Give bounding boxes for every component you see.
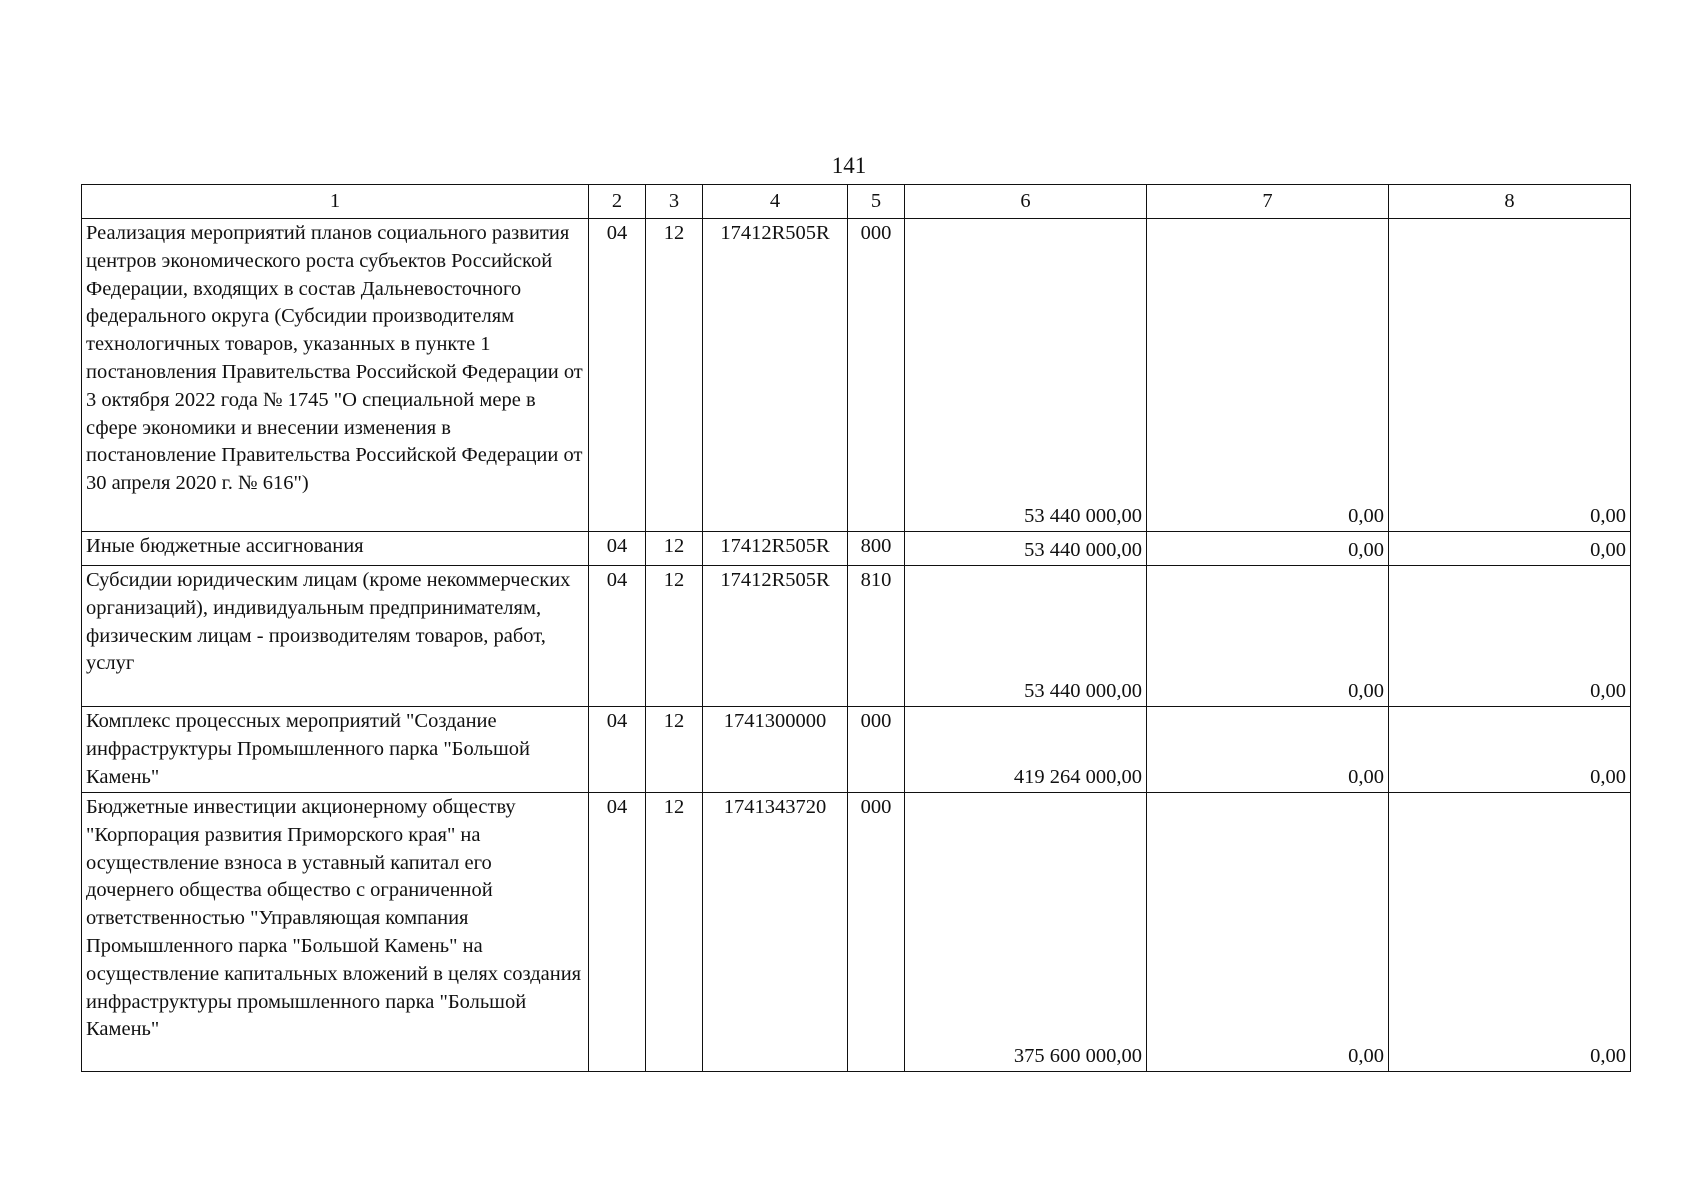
row-name-cell: Субсидии юридическим лицам (кроме некоммерческих организаций), индивидуальным предпринимателям, физическим лицам - производителям товаров, работ, услуг xyxy=(82,566,589,707)
subsection-code-cell: 12 xyxy=(646,532,703,566)
expense-type-cell: 800 xyxy=(848,532,905,566)
row-name-cell: Иные бюджетные ассигнования xyxy=(82,532,589,566)
expense-type-cell: 000 xyxy=(848,219,905,532)
row-name-cell: Бюджетные инвестиции акционерному обществу "Корпорация развития Приморского края" на осуществление взноса в уставный капитал его дочернего общества общество с ограниченной ответственностью "Управляющая компания Промышленного парка "Большой Камень" на осуществление капитальных вложений в целях создания инфраструктуры промышленного парка "Большой Камень" xyxy=(82,793,589,1072)
subsection-code-cell: 12 xyxy=(646,566,703,707)
subsection-code-cell: 12 xyxy=(646,707,703,793)
section-code-cell: 04 xyxy=(589,793,646,1072)
amount-col7-cell: 0,00 xyxy=(1147,532,1389,566)
section-code-cell: 04 xyxy=(589,707,646,793)
amount-col6-cell: 53 440 000,00 xyxy=(905,566,1147,707)
target-code-cell: 17412R505R xyxy=(703,532,848,566)
section-code-cell: 04 xyxy=(589,566,646,707)
section-code-cell: 04 xyxy=(589,219,646,532)
target-code-cell: 1741343720 xyxy=(703,793,848,1072)
amount-col8-cell: 0,00 xyxy=(1389,707,1631,793)
table-row xyxy=(82,793,1631,1072)
table-header-row xyxy=(82,185,1631,219)
column-header: 2 xyxy=(589,185,646,219)
table-row xyxy=(82,707,1631,793)
table-row xyxy=(82,219,1631,532)
amount-col6-cell: 375 600 000,00 xyxy=(905,793,1147,1072)
section-code-cell: 04 xyxy=(589,532,646,566)
budget-table xyxy=(81,184,1631,1072)
subsection-code-cell: 12 xyxy=(646,219,703,532)
column-header: 7 xyxy=(1147,185,1389,219)
expense-type-cell: 000 xyxy=(848,793,905,1072)
amount-col7-cell: 0,00 xyxy=(1147,219,1389,532)
row-name-cell: Комплекс процессных мероприятий "Создание инфраструктуры Промышленного парка "Большой Камень" xyxy=(82,707,589,793)
amount-col7-cell: 0,00 xyxy=(1147,707,1389,793)
column-header: 1 xyxy=(82,185,589,219)
expense-type-cell: 000 xyxy=(848,707,905,793)
column-header: 4 xyxy=(703,185,848,219)
target-code-cell: 1741300000 xyxy=(703,707,848,793)
amount-col8-cell: 0,00 xyxy=(1389,566,1631,707)
column-header: 6 xyxy=(905,185,1147,219)
expense-type-cell: 810 xyxy=(848,566,905,707)
amount-col8-cell: 0,00 xyxy=(1389,219,1631,532)
amount-col6-cell: 53 440 000,00 xyxy=(905,532,1147,566)
amount-col8-cell: 0,00 xyxy=(1389,793,1631,1072)
table-row xyxy=(82,566,1631,707)
amount-col8-cell: 0,00 xyxy=(1389,532,1631,566)
column-header: 5 xyxy=(848,185,905,219)
table-row xyxy=(82,532,1631,566)
amount-col7-cell: 0,00 xyxy=(1147,793,1389,1072)
row-name-cell: Реализация мероприятий планов социального развития центров экономического роста субъектов Российской Федерации, входящих в состав Дальневосточного федерального округа (Субсидии производителям технологичных товаров, указанных в пункте 1 постановления Правительства Российской Федерации от 3 октября 2022 года № 1745 "О специальной мере в сфере экономики и внесении изменения в постановление Правительства Российской Федерации от 30 апреля 2020 г. № 616") xyxy=(82,219,589,532)
target-code-cell: 17412R505R xyxy=(703,566,848,707)
subsection-code-cell: 12 xyxy=(646,793,703,1072)
target-code-cell: 17412R505R xyxy=(703,219,848,532)
amount-col6-cell: 419 264 000,00 xyxy=(905,707,1147,793)
page-number: 141 xyxy=(831,153,867,178)
column-header: 3 xyxy=(646,185,703,219)
column-header: 8 xyxy=(1389,185,1631,219)
amount-col7-cell: 0,00 xyxy=(1147,566,1389,707)
amount-col6-cell: 53 440 000,00 xyxy=(905,219,1147,532)
